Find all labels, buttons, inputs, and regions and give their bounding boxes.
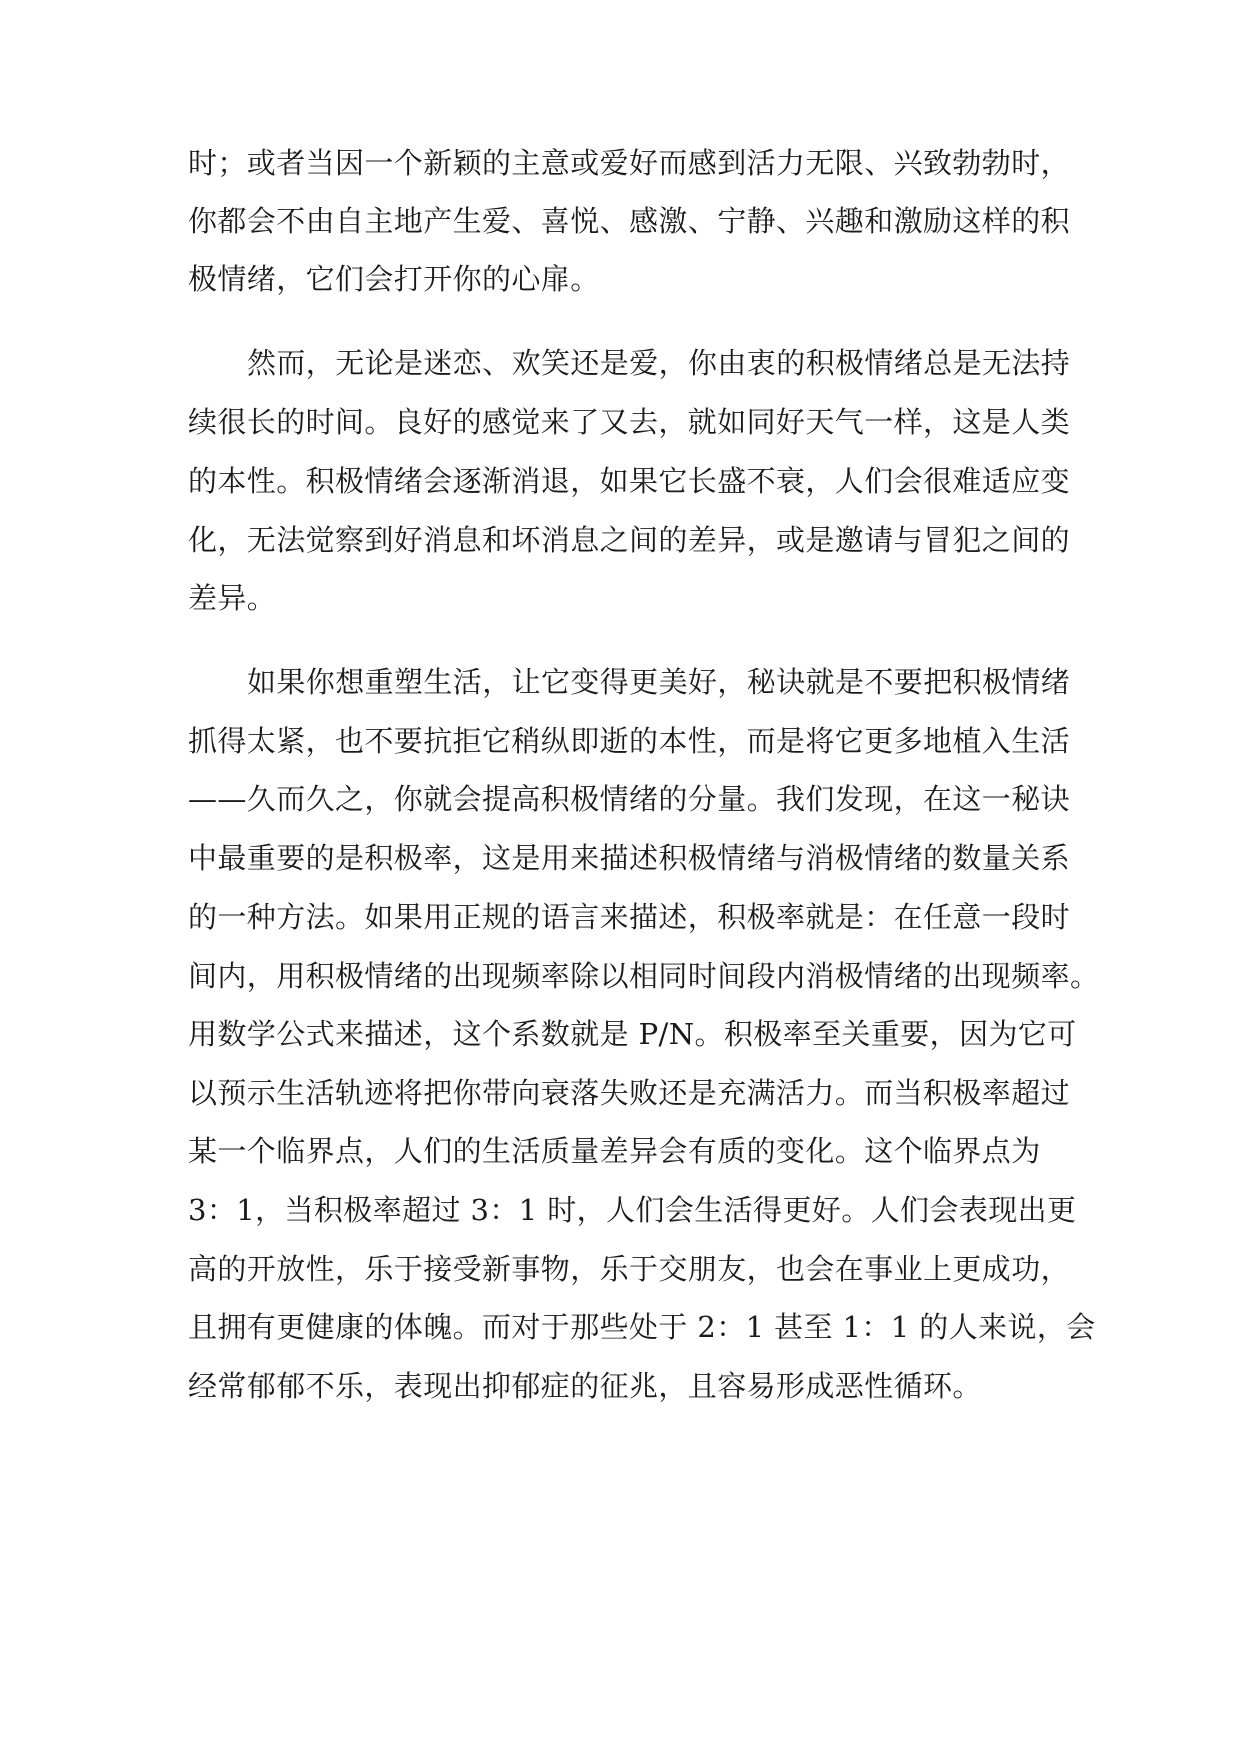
paragraph-3-line-6: 间内，用积极情绪的出现频率除以相同时间段内消极情绪的出现频率。 (188, 959, 1100, 993)
paragraph-3-line-13: 经常郁郁不乐，表现出抑郁症的征兆，且容易形成恶性循环。 (188, 1369, 982, 1403)
paragraph-3-line-10: 3：1，当积极率超过 3：1 时，人们会生活得更好。人们会表现出更 (188, 1193, 1077, 1227)
paragraph-3-line-7: 用数学公式来描述，这个系数就是 P/N。积极率至关重要，因为它可 (188, 1017, 1077, 1051)
paragraph-2-line-5: 差异。 (188, 581, 277, 615)
paragraph-3-line-8: 以预示生活轨迹将把你带向衰落失败还是充满活力。而当积极率超过 (188, 1076, 1071, 1110)
paragraph-1-line-1: 时；或者当因一个新颖的主意或爱好而感到活力无限、兴致勃勃时， (188, 146, 1071, 180)
paragraph-3-line-11: 高的开放性，乐于接受新事物，乐于交朋友，也会在事业上更成功， (188, 1252, 1071, 1286)
paragraph-3-line-9: 某一个临界点，人们的生活质量差异会有质的变化。这个临界点为 (188, 1134, 1041, 1168)
paragraph-3-line-1: 如果你想重塑生活，让它变得更美好，秘诀就是不要把积极情绪 (247, 665, 1071, 699)
paragraph-3-line-5: 的一种方法。如果用正规的语言来描述，积极率就是：在任意一段时 (188, 900, 1071, 934)
paragraph-3-line-12: 且拥有更健康的体魄。而对于那些处于 2：1 甚至 1：1 的人来说，会 (188, 1310, 1096, 1344)
paragraph-2-line-2: 续很长的时间。良好的感觉来了又去，就如同好天气一样，这是人类 (188, 405, 1071, 439)
paragraph-2-line-1: 然而，无论是迷恋、欢笑还是爱，你由衷的积极情绪总是无法持 (247, 346, 1071, 380)
paragraph-1-line-2: 你都会不由自主地产生爱、喜悦、感激、宁静、兴趣和激励这样的积 (188, 204, 1071, 238)
paragraph-2-line-3: 的本性。积极情绪会逐渐消退，如果它长盛不衰，人们会很难适应变 (188, 464, 1071, 498)
paragraph-3-line-3: ——久而久之，你就会提高积极情绪的分量。我们发现，在这一秘诀 (188, 782, 1071, 816)
paragraph-3-line-4: 中最重要的是积极率，这是用来描述积极情绪与消极情绪的数量关系 (188, 841, 1071, 875)
paragraph-2-line-4: 化，无法觉察到好消息和坏消息之间的差异，或是邀请与冒犯之间的 (188, 523, 1071, 557)
paragraph-1-line-3: 极情绪，它们会打开你的心扉。 (188, 262, 600, 296)
paragraph-3-line-2: 抓得太紧，也不要抗拒它稍纵即逝的本性，而是将它更多地植入生活 (188, 724, 1071, 758)
